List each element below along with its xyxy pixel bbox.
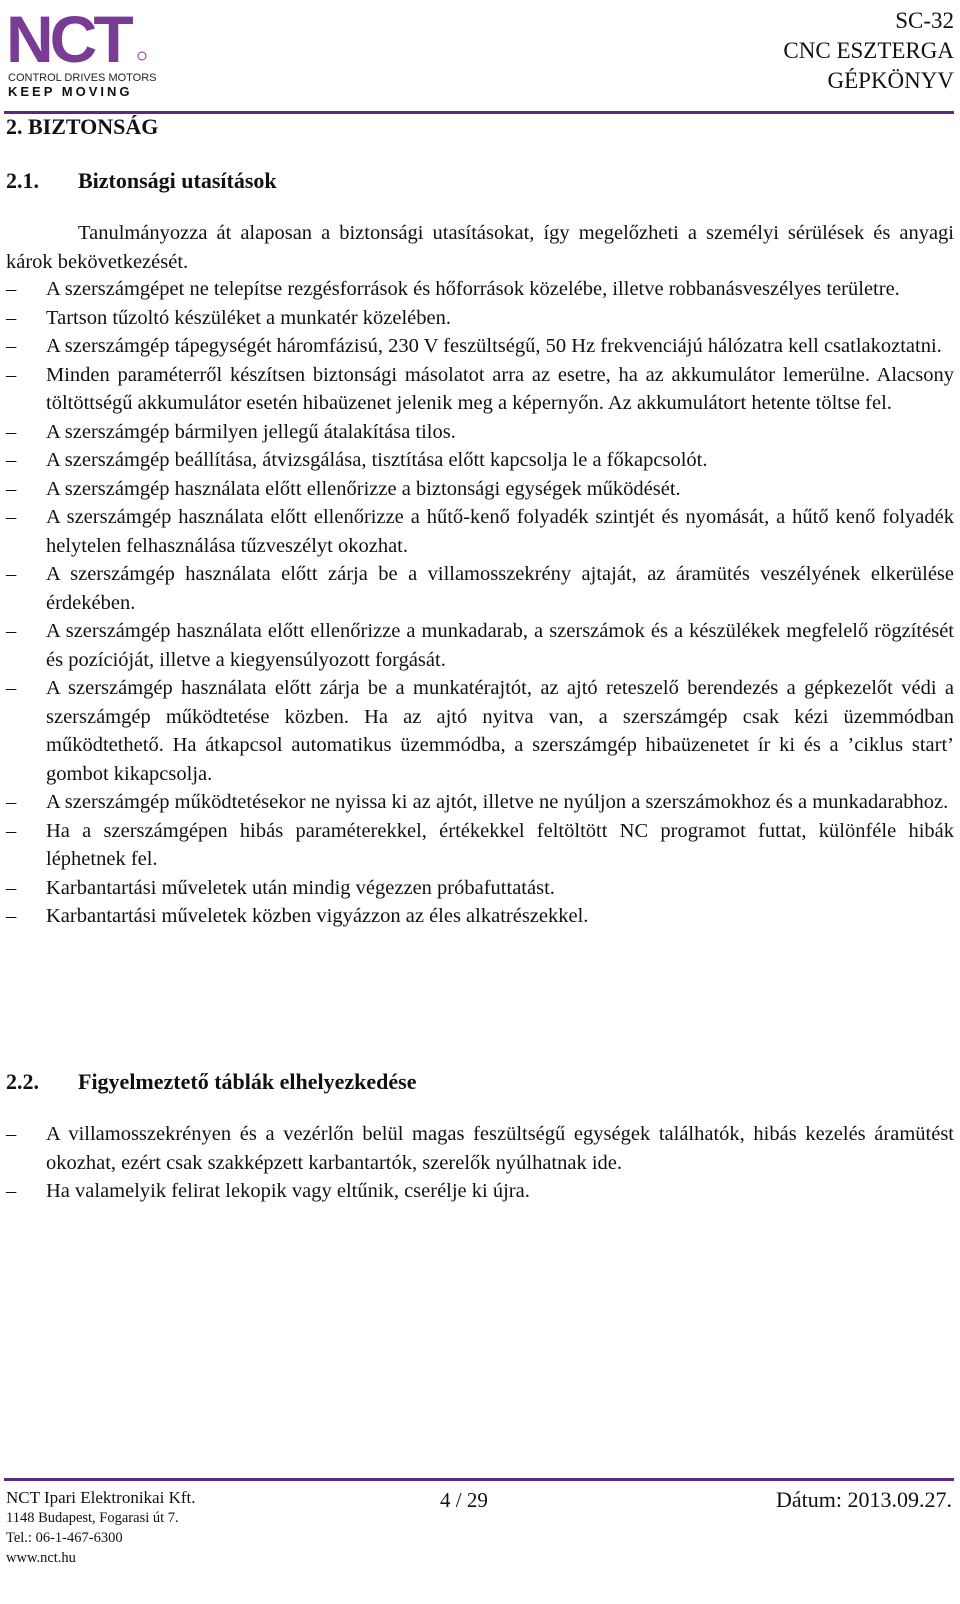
dash-bullet-icon: – [6,791,17,813]
dash-bullet-icon: – [6,1180,17,1202]
intro-paragraph: Tanulmányozza át alaposan a biztonsági utasításokat, így megelőzheti a személyi sérülések és anyagi károk bekövetkezését. [6,222,954,273]
section-number: 2.2. [6,1069,39,1094]
list-item-text: A szerszámgépet ne telepítse rezgésforrások és hőforrások közelébe, illetve robbanásveszélyes területre. [46,278,900,300]
dash-bullet-icon: – [6,477,17,500]
list-item [6,1177,954,1206]
list-item-text: A szerszámgép használata előtt ellenőrizze a hűtő-kenő folyadék szintjét és nyomását, a hűtő kenő folyadék helytelen felhasználása tűzveszélyt okozhat. [46,506,954,557]
chapter-title: 2. BIZTONSÁG [6,114,159,139]
list-item [6,817,954,874]
section-heading-2-2 [6,1069,416,1095]
list-item [6,674,954,788]
logo-tagline-2: KEEP MOVING [8,84,133,99]
dash-bullet-icon: – [6,905,17,927]
section-heading-2-1 [6,168,277,194]
list-item [6,418,954,447]
list-item-text: A villamosszekrényen és a vezérlőn belül magas feszültségű egységek találhatók, hibás kezelés áramütést okozhat, ezért csak szakképzett karbantartók, szerelők nyúlhatnak ide. [46,1123,954,1174]
doc-type: GÉPKÖNYV [827,68,954,93]
company-phone: Tel.: 06-1-467-6300 [6,1530,123,1546]
dash-bullet-icon: – [6,506,17,528]
dash-bullet-icon: – [6,1123,17,1145]
doc-product: CNC ESZTERGA [783,38,954,63]
company-street: 1148 Budapest, Fogarasi út 7. [6,1510,179,1526]
dash-bullet-icon: – [6,876,17,899]
list-item-text: Ha a szerszámgépen hibás paraméterekkel, értékekkel feltöltött NC programot futtat, különféle hibák léphetnek fel. [46,819,954,870]
list-item [6,1120,954,1177]
list-item-text: A szerszámgép tápegységét háromfázisú, 230 V feszültségű, 50 Hz frekvenciájú hálózatra kell csatlakoztatni. [46,335,942,357]
company-name: NCT Ipari Elektronikai Kft. [6,1488,196,1507]
list-item-text: Tartson tűzoltó készüléket a munkatér közelében. [46,306,451,329]
document-date: Dátum: 2013.09.27. [776,1487,952,1512]
section-title: Biztonsági utasítások [78,168,277,193]
list-item-text: A szerszámgép bármilyen jellegű átalakítása tilos. [46,420,456,443]
footer-rule [4,1478,954,1481]
list-item-text: Karbantartási műveletek közben vigyázzon az éles alkatrészekkel. [46,905,589,927]
list-item [6,560,954,617]
document-meta [783,6,954,96]
company-website: www.nct.hu [6,1550,76,1566]
list-item-text: A szerszámgép használata előtt ellenőrizze a biztonsági egységek működését. [46,477,681,500]
list-item [6,874,954,903]
list-item-text: A szerszámgép működtetésekor ne nyissa ki az ajtót, illetve ne nyúljon a szerszámokhoz és a munkadarabhoz. [46,791,949,813]
list-item [6,361,954,418]
page-number: 4 / 29 [440,1488,488,1512]
warning-signs-list [6,1120,954,1206]
page-header [0,0,960,112]
list-item [6,475,954,504]
dash-bullet-icon: – [6,819,17,842]
list-item [6,304,954,333]
list-item-text: A szerszámgép használata előtt zárja be a villamosszekrény ajtaját, az áramütés veszélyének elkerülése érdekében. [46,563,954,614]
list-item-text: A szerszámgép használata előtt zárja be a munkatérajtót, az ajtó reteszelő berendezés a gépkezelőt védi a szerszámgép működtetése közben. Ha az ajtó nyitva van, a szerszámgép csak kézi üzemmódban működtethető. Ha átkapcsol automatikus üzemmódba, a szerszámgép hibaüzenetet ír ki és a ’ciklus start’ gombot kikapcsolja. [46,677,954,785]
list-item [6,503,954,560]
list-item-text: A szerszámgép beállítása, átvizsgálása, tisztítása előtt kapcsolja le a főkapcsolót. [46,449,708,471]
safety-instructions-list [6,275,954,931]
page-footer [0,1484,960,1604]
dash-bullet-icon: – [6,677,17,699]
dash-bullet-icon: – [6,420,17,443]
logo-wordmark: NCT [6,4,130,76]
list-item-text: A szerszámgép használata előtt ellenőrizze a munkadarab, a szerszámok és a készülékek megfelelő rögzítését és pozícióját, illetve a kiegyensúlyozott forgását. [46,620,954,671]
list-item [6,902,954,931]
list-item-text: Minden paraméterről készítsen biztonsági másolatot arra az esetre, ha az akkumulátor lemerülne. Alacsony töltöttségű akkumulátor esetén hibaüzenet jelenik meg a képernyőn. Az akkumulátort hetente töltse fel. [46,363,954,414]
nct-logo [6,4,156,100]
dash-bullet-icon: – [6,449,17,471]
dash-bullet-icon: – [6,335,17,357]
list-item [6,275,954,304]
dash-bullet-icon: – [6,563,17,585]
logo-tagline-1: CONTROL DRIVES MOTORS [8,72,156,84]
list-item [6,446,954,475]
dash-bullet-icon: – [6,306,17,329]
list-item [6,332,954,361]
doc-code: SC-32 [895,8,954,33]
list-item [6,617,954,674]
dash-bullet-icon: – [6,363,17,386]
dash-bullet-icon: – [6,278,17,300]
dash-bullet-icon: – [6,620,17,642]
section-number: 2.1. [6,168,39,193]
list-item-text: Ha valamelyik felirat lekopik vagy eltűnik, cserélje ki újra. [46,1180,530,1202]
section-title: Figyelmeztető táblák elhelyezkedése [78,1069,417,1094]
company-address [6,1488,195,1568]
list-item-text: Karbantartási műveletek után mindig végezzen próbafuttatást. [46,876,555,899]
list-item [6,788,954,817]
